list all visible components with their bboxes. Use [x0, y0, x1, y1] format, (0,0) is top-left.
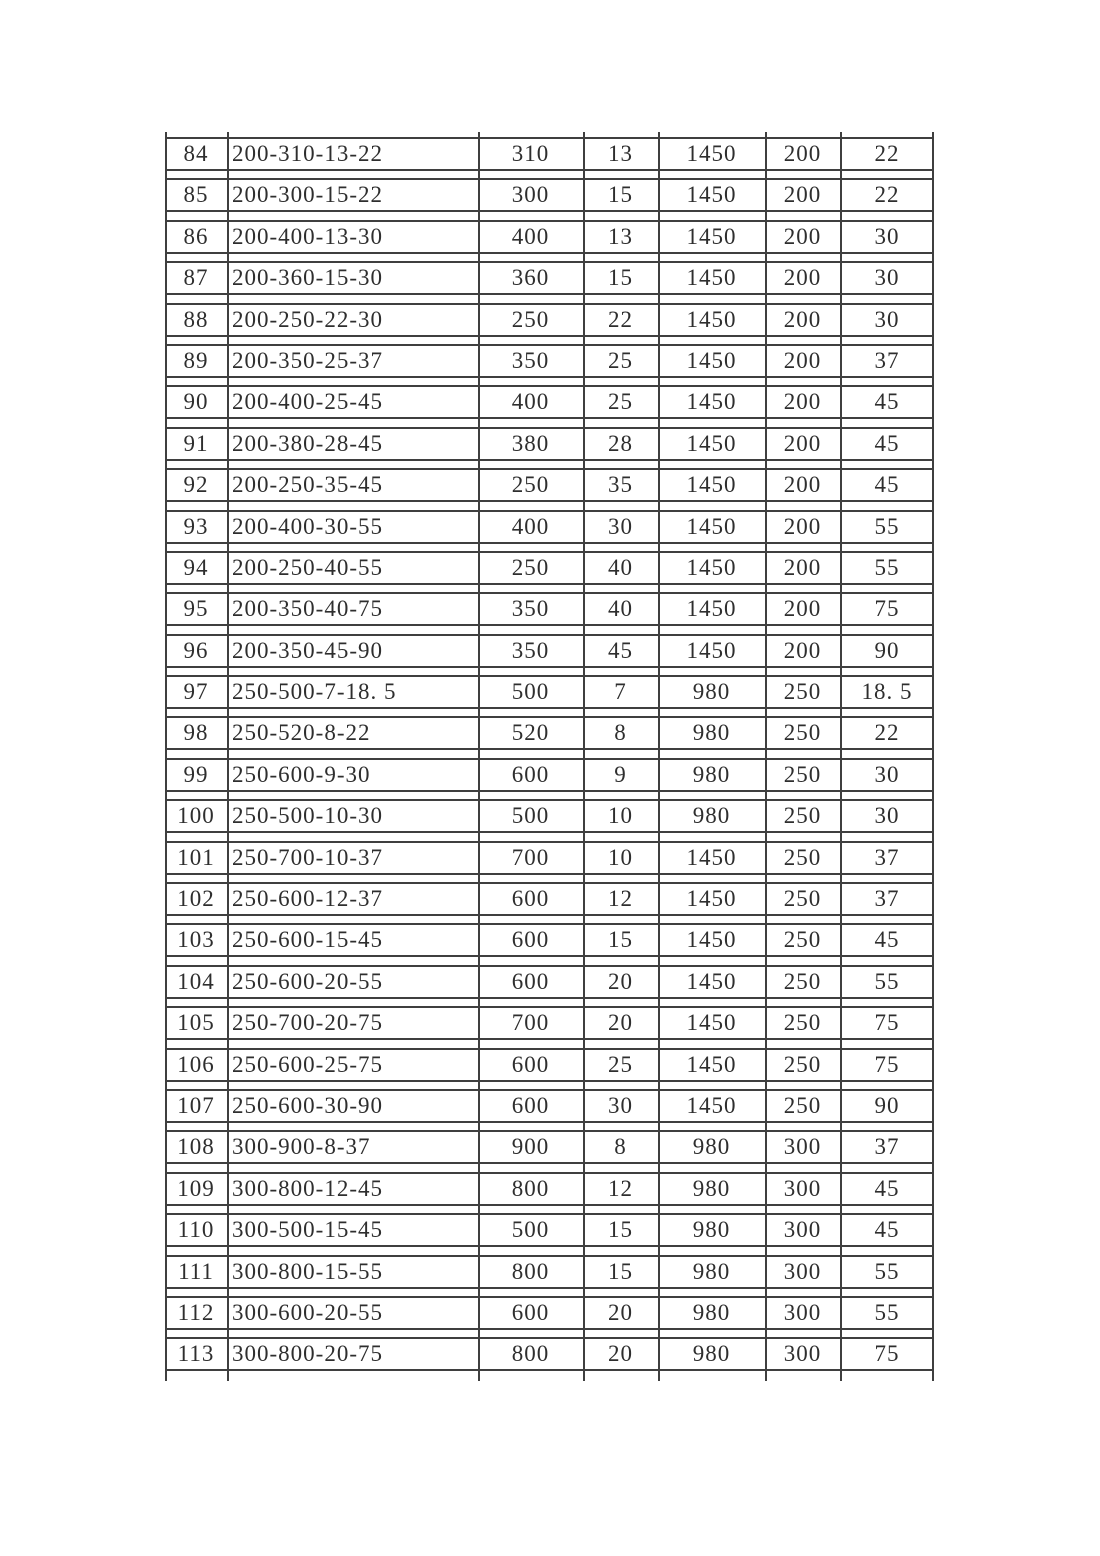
value-cell: 55: [874, 554, 900, 580]
model-code-cell: 250-600-30-90: [232, 1092, 383, 1118]
column-separator-line: [583, 132, 585, 1381]
row-number-cell: 94: [183, 554, 209, 580]
row-number-cell: 87: [183, 265, 209, 291]
row-number-cell: 90: [183, 389, 209, 415]
value-cell: 22: [874, 720, 900, 746]
value-cell: 200: [783, 430, 822, 456]
value-cell: 200: [783, 306, 822, 332]
value-cell: 300: [511, 182, 550, 208]
value-cell: 20: [608, 968, 633, 994]
value-cell: 22: [608, 306, 633, 332]
value-cell: 37: [874, 844, 900, 870]
model-code-cell: 200-400-30-55: [232, 513, 383, 539]
value-cell: 300: [783, 1134, 822, 1160]
value-cell: 1450: [686, 1010, 737, 1036]
value-cell: 25: [608, 1051, 633, 1077]
value-cell: 200: [783, 472, 822, 498]
table-row: [165, 1130, 934, 1164]
value-cell: 700: [511, 844, 550, 870]
model-code-cell: 250-700-10-37: [232, 844, 383, 870]
value-cell: 980: [692, 1134, 731, 1160]
row-number-cell: 110: [177, 1217, 215, 1243]
value-cell: 200: [783, 637, 822, 663]
value-cell: 75: [874, 596, 900, 622]
value-cell: 25: [608, 347, 633, 373]
value-cell: 350: [511, 596, 550, 622]
model-code-cell: 250-520-8-22: [232, 720, 371, 746]
value-cell: 13: [608, 141, 633, 166]
value-cell: 200: [783, 596, 822, 622]
table-row: [165, 1006, 934, 1040]
value-cell: 22: [874, 141, 900, 166]
table-row: [165, 220, 934, 254]
row-number-cell: 89: [183, 347, 209, 373]
value-cell: 25: [608, 389, 633, 415]
value-cell: 1450: [686, 472, 737, 498]
model-code-cell: 300-800-20-75: [232, 1341, 383, 1367]
value-cell: 30: [874, 803, 900, 829]
value-cell: 28: [608, 430, 633, 456]
value-cell: 30: [608, 1092, 633, 1118]
model-code-cell: 300-900-8-37: [232, 1134, 371, 1160]
value-cell: 250: [783, 1051, 822, 1077]
table-row: [165, 551, 934, 585]
table-row: [165, 261, 934, 295]
value-cell: 45: [874, 430, 900, 456]
value-cell: 250: [783, 803, 822, 829]
value-cell: 980: [692, 1341, 731, 1367]
value-cell: 250: [783, 886, 822, 912]
model-code-cell: 200-310-13-22: [232, 141, 383, 166]
value-cell: 300: [783, 1258, 822, 1284]
row-number-cell: 111: [178, 1258, 214, 1284]
value-cell: 55: [874, 968, 900, 994]
table-row: [165, 468, 934, 502]
value-cell: 200: [783, 347, 822, 373]
value-cell: 360: [511, 265, 550, 291]
value-cell: 1450: [686, 968, 737, 994]
table-row: [165, 882, 934, 916]
value-cell: 20: [608, 1299, 633, 1325]
value-cell: 90: [874, 1092, 900, 1118]
value-cell: 300: [783, 1175, 822, 1201]
table-row: [165, 841, 934, 875]
value-cell: 980: [692, 679, 731, 705]
value-cell: 800: [511, 1175, 550, 1201]
value-cell: 1450: [686, 886, 737, 912]
value-cell: 75: [874, 1341, 900, 1367]
row-number-cell: 105: [177, 1010, 215, 1036]
value-cell: 300: [783, 1341, 822, 1367]
value-cell: 250: [783, 1092, 822, 1118]
row-number-cell: 96: [183, 637, 209, 663]
model-code-cell: 250-600-9-30: [232, 761, 371, 787]
value-cell: 22: [874, 182, 900, 208]
value-cell: 600: [511, 1092, 550, 1118]
value-cell: 45: [874, 1217, 900, 1243]
value-cell: 200: [783, 141, 822, 166]
table-row: [165, 758, 934, 792]
value-cell: 15: [608, 927, 633, 953]
value-cell: 8: [614, 720, 627, 746]
row-number-cell: 113: [177, 1341, 215, 1367]
column-separator-line: [227, 132, 229, 1381]
value-cell: 15: [608, 1217, 633, 1243]
value-cell: 1450: [686, 306, 737, 332]
column-separator-line: [478, 132, 480, 1381]
value-cell: 9: [614, 761, 627, 787]
table-row: [165, 303, 934, 337]
column-separator-line: [165, 132, 167, 1381]
value-cell: 1450: [686, 637, 737, 663]
value-cell: 980: [692, 720, 731, 746]
model-code-cell: 200-350-25-37: [232, 347, 383, 373]
row-number-cell: 86: [183, 223, 209, 249]
value-cell: 1450: [686, 596, 737, 622]
value-cell: 300: [783, 1217, 822, 1243]
value-cell: 8: [614, 1134, 627, 1160]
value-cell: 800: [511, 1341, 550, 1367]
value-cell: 10: [608, 803, 633, 829]
table-row: [165, 1296, 934, 1330]
column-separator-line: [932, 132, 934, 1381]
value-cell: 500: [511, 679, 550, 705]
value-cell: 250: [783, 927, 822, 953]
table-row: [165, 427, 934, 461]
model-code-cell: 300-500-15-45: [232, 1217, 383, 1243]
model-code-cell: 250-600-25-75: [232, 1051, 383, 1077]
model-code-cell: 250-500-10-30: [232, 803, 383, 829]
column-separator-line: [658, 132, 660, 1381]
spec-table: [165, 137, 934, 1379]
value-cell: 700: [511, 1010, 550, 1036]
value-cell: 980: [692, 803, 731, 829]
row-number-cell: 98: [183, 720, 209, 746]
value-cell: 900: [511, 1134, 550, 1160]
value-cell: 1450: [686, 389, 737, 415]
table-row: [165, 1255, 934, 1289]
value-cell: 500: [511, 803, 550, 829]
table-row: [165, 923, 934, 957]
row-number-cell: 112: [177, 1299, 215, 1325]
model-code-cell: 200-360-15-30: [232, 265, 383, 291]
value-cell: 90: [874, 637, 900, 663]
value-cell: 400: [511, 513, 550, 539]
value-cell: 55: [874, 1258, 900, 1284]
value-cell: 600: [511, 886, 550, 912]
model-code-cell: 200-380-28-45: [232, 430, 383, 456]
table-row: [165, 675, 934, 709]
row-number-cell: 95: [183, 596, 209, 622]
value-cell: 20: [608, 1010, 633, 1036]
value-cell: 15: [608, 265, 633, 291]
value-cell: 1450: [686, 430, 737, 456]
table-row: [165, 716, 934, 750]
row-number-cell: 101: [177, 844, 215, 870]
value-cell: 200: [783, 223, 822, 249]
value-cell: 55: [874, 513, 900, 539]
value-cell: 1450: [686, 347, 737, 373]
value-cell: 800: [511, 1258, 550, 1284]
row-number-cell: 108: [177, 1134, 215, 1160]
value-cell: 200: [783, 554, 822, 580]
value-cell: 1450: [686, 1051, 737, 1077]
value-cell: 37: [874, 347, 900, 373]
table-row: [165, 510, 934, 544]
value-cell: 250: [783, 844, 822, 870]
table-row: [165, 1213, 934, 1247]
value-cell: 350: [511, 637, 550, 663]
model-code-cell: 200-250-35-45: [232, 472, 383, 498]
value-cell: 600: [511, 1299, 550, 1325]
row-number-cell: 104: [177, 968, 215, 994]
value-cell: 1450: [686, 265, 737, 291]
table-row: [165, 634, 934, 668]
value-cell: 12: [608, 1175, 633, 1201]
value-cell: 200: [783, 265, 822, 291]
value-cell: 12: [608, 886, 633, 912]
table-row: [165, 965, 934, 999]
value-cell: 1450: [686, 844, 737, 870]
model-code-cell: 250-600-15-45: [232, 927, 383, 953]
value-cell: 1450: [686, 1092, 737, 1118]
value-cell: 40: [608, 596, 633, 622]
model-code-cell: 200-350-40-75: [232, 596, 383, 622]
value-cell: 250: [783, 968, 822, 994]
value-cell: 37: [874, 1134, 900, 1160]
value-cell: 18. 5: [861, 679, 913, 705]
value-cell: 1450: [686, 513, 737, 539]
row-number-cell: 84: [183, 141, 209, 166]
value-cell: 250: [783, 679, 822, 705]
row-number-cell: 88: [183, 306, 209, 332]
value-cell: 300: [783, 1299, 822, 1325]
row-number-cell: 107: [177, 1092, 215, 1118]
value-cell: 600: [511, 968, 550, 994]
row-number-cell: 100: [177, 803, 215, 829]
model-code-cell: 200-300-15-22: [232, 182, 383, 208]
value-cell: 1450: [686, 182, 737, 208]
model-code-cell: 200-350-45-90: [232, 637, 383, 663]
value-cell: 980: [692, 1217, 731, 1243]
value-cell: 35: [608, 472, 633, 498]
model-code-cell: 300-800-15-55: [232, 1258, 383, 1284]
row-number-cell: 106: [177, 1051, 215, 1077]
value-cell: 10: [608, 844, 633, 870]
row-number-cell: 103: [177, 927, 215, 953]
value-cell: 250: [783, 761, 822, 787]
model-code-cell: 200-250-40-55: [232, 554, 383, 580]
value-cell: 13: [608, 223, 633, 249]
value-cell: 250: [511, 472, 550, 498]
table-row: [165, 344, 934, 378]
value-cell: 250: [783, 720, 822, 746]
value-cell: 45: [874, 927, 900, 953]
table-row: [165, 592, 934, 626]
value-cell: 30: [874, 223, 900, 249]
table-row: [165, 1089, 934, 1123]
row-number-cell: 109: [177, 1175, 215, 1201]
value-cell: 45: [874, 1175, 900, 1201]
value-cell: 45: [874, 472, 900, 498]
value-cell: 200: [783, 182, 822, 208]
table-row: [165, 799, 934, 833]
row-number-cell: 85: [183, 182, 209, 208]
value-cell: 980: [692, 1175, 731, 1201]
table-row: [165, 1172, 934, 1206]
value-cell: 980: [692, 761, 731, 787]
value-cell: 55: [874, 1299, 900, 1325]
table-row: [165, 1048, 934, 1082]
table-row: [165, 1337, 934, 1371]
row-number-cell: 91: [183, 430, 209, 456]
model-code-cell: 250-600-20-55: [232, 968, 383, 994]
value-cell: 1450: [686, 927, 737, 953]
model-code-cell: 250-700-20-75: [232, 1010, 383, 1036]
value-cell: 600: [511, 927, 550, 953]
model-code-cell: 250-600-12-37: [232, 886, 383, 912]
value-cell: 600: [511, 1051, 550, 1077]
value-cell: 520: [511, 720, 550, 746]
value-cell: 20: [608, 1341, 633, 1367]
model-code-cell: 300-600-20-55: [232, 1299, 383, 1325]
value-cell: 250: [783, 1010, 822, 1036]
row-number-cell: 93: [183, 513, 209, 539]
column-separator-line: [840, 132, 842, 1381]
model-code-cell: 200-250-22-30: [232, 306, 383, 332]
value-cell: 30: [874, 265, 900, 291]
table-row: [165, 178, 934, 212]
value-cell: 1450: [686, 223, 737, 249]
row-number-cell: 92: [183, 472, 209, 498]
value-cell: 500: [511, 1217, 550, 1243]
table-row: [165, 385, 934, 419]
value-cell: 15: [608, 182, 633, 208]
value-cell: 200: [783, 389, 822, 415]
value-cell: 200: [783, 513, 822, 539]
model-code-cell: 300-800-12-45: [232, 1175, 383, 1201]
value-cell: 45: [608, 637, 633, 663]
value-cell: 600: [511, 761, 550, 787]
model-code-cell: 250-500-7-18. 5: [232, 679, 397, 705]
value-cell: 40: [608, 554, 633, 580]
value-cell: 75: [874, 1051, 900, 1077]
value-cell: 45: [874, 389, 900, 415]
value-cell: 250: [511, 554, 550, 580]
value-cell: 400: [511, 223, 550, 249]
model-code-cell: 200-400-13-30: [232, 223, 383, 249]
value-cell: 1450: [686, 554, 737, 580]
value-cell: 980: [692, 1299, 731, 1325]
row-number-cell: 97: [183, 679, 209, 705]
row-number-cell: 102: [177, 886, 215, 912]
column-separator-line: [765, 132, 767, 1381]
value-cell: 30: [608, 513, 633, 539]
model-code-cell: 200-400-25-45: [232, 389, 383, 415]
value-cell: 350: [511, 347, 550, 373]
row-number-cell: 99: [183, 761, 209, 787]
value-cell: 30: [874, 761, 900, 787]
value-cell: 7: [614, 679, 627, 705]
value-cell: 980: [692, 1258, 731, 1284]
value-cell: 1450: [686, 141, 737, 166]
value-cell: 15: [608, 1258, 633, 1284]
value-cell: 380: [511, 430, 550, 456]
value-cell: 400: [511, 389, 550, 415]
value-cell: 250: [511, 306, 550, 332]
value-cell: 75: [874, 1010, 900, 1036]
table-row: [165, 137, 934, 171]
value-cell: 37: [874, 886, 900, 912]
value-cell: 310: [511, 141, 550, 166]
value-cell: 30: [874, 306, 900, 332]
